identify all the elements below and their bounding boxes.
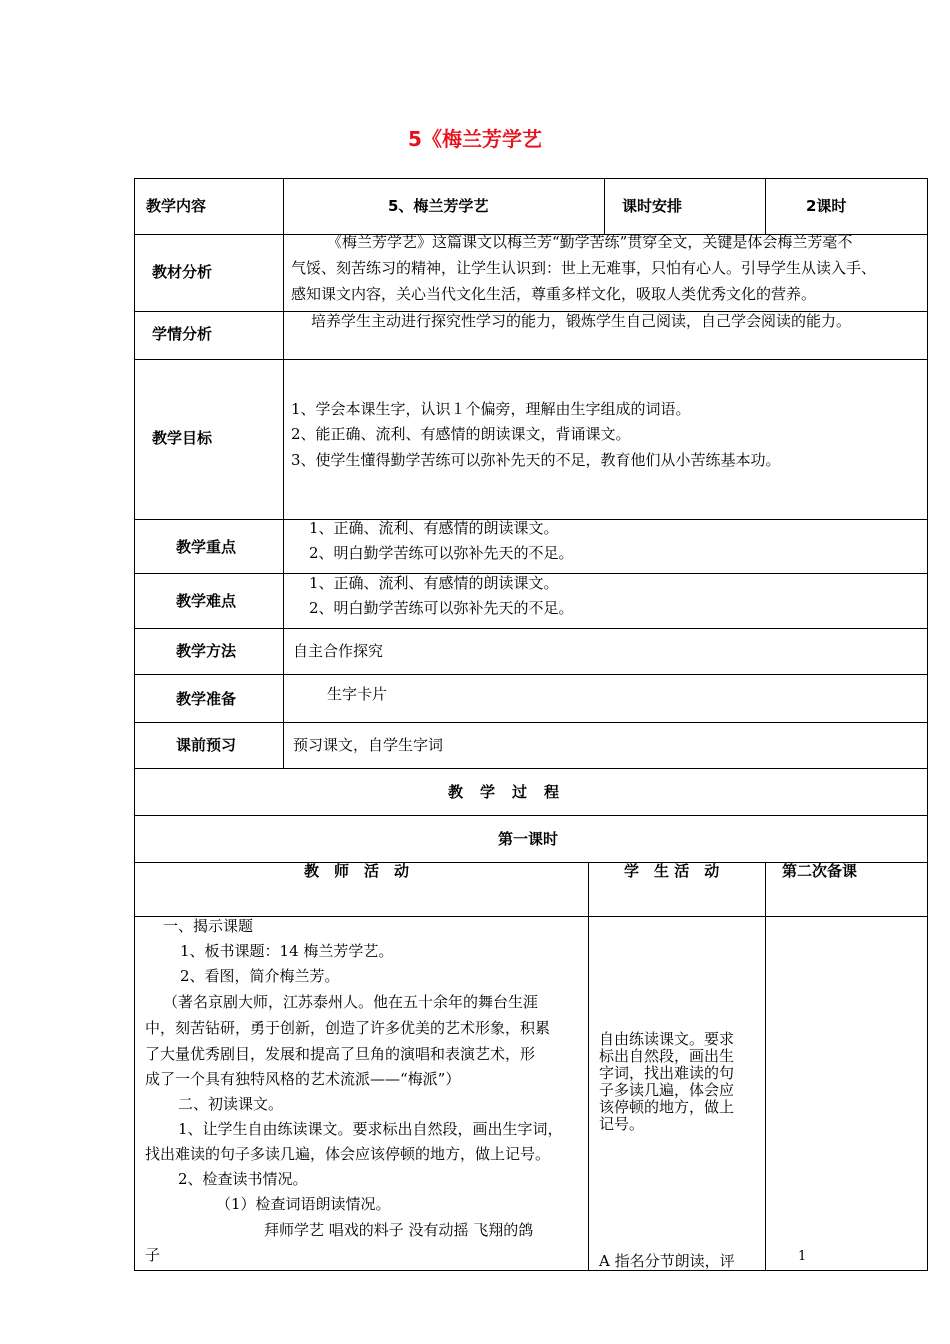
- teacher-line: 中，刻苦钻研，勇于创新，创造了许多优美的艺术形象，积累: [145, 1019, 551, 1037]
- content-label: 教学内容: [146, 197, 207, 215]
- teacher-column-header: 教 师 活 动: [304, 862, 410, 880]
- prep-text: 生字卡片: [327, 685, 388, 703]
- teacher-line: 子: [145, 1246, 161, 1264]
- rule: [134, 359, 928, 360]
- page-title: 5《梅兰芳学艺: [408, 127, 542, 151]
- rule: [134, 768, 928, 769]
- student-line: 标出自然段，画出生: [599, 1047, 735, 1065]
- student-column-header: 学 生 活 动: [624, 862, 720, 880]
- method-text: 自主合作探究: [293, 642, 384, 660]
- material-line: 《梅兰芳学艺》这篇课文以梅兰芳“勤学苦练”贯穿全文，关键是体会梅兰芳毫不: [327, 233, 853, 251]
- rule: [927, 178, 928, 1271]
- prep-label: 教学准备: [176, 690, 237, 708]
- rule: [765, 862, 766, 1271]
- material-label: 教材分析: [152, 263, 213, 281]
- teacher-line: 2、检查读书情况。: [178, 1170, 308, 1188]
- teacher-line: 找出难读的句子多读几遍，体会应该停顿的地方，做上记号。: [145, 1145, 551, 1163]
- rule: [588, 862, 589, 1271]
- schedule-value: 2课时: [806, 197, 847, 215]
- student-line: 自由练读课文。要求: [599, 1030, 735, 1048]
- teacher-line: 一、揭示课题: [163, 917, 254, 935]
- rule: [134, 916, 928, 917]
- teacher-line: 1、让学生自由练读课文。要求标出自然段，画出生字词，: [178, 1120, 563, 1138]
- difficulties-label: 教学难点: [176, 592, 237, 610]
- material-line: 感知课文内容，关心当代文化生活，尊重多样文化，吸取人类优秀文化的营养。: [291, 285, 817, 303]
- lesson-heading: 第一课时: [498, 830, 559, 848]
- student-line: 字词，找出难读的句: [599, 1064, 735, 1082]
- goal-line: 1、学会本课生字，认识１个偏旁，理解由生字组成的词语。: [291, 400, 691, 418]
- teacher-line: 成了一个具有独特风格的艺术流派——“梅派”）: [145, 1070, 461, 1088]
- teacher-line: 1、板书课题：14 梅兰芳学艺。: [180, 942, 394, 960]
- second-prep-column-header: 第二次备课: [782, 862, 858, 880]
- keypoint-line: 1、正确、流利、有感情的朗读课文。: [309, 519, 559, 537]
- material-line: 气馁、刻苦练习的精神，让学生认识到：世上无难事，只怕有心人。引导学生从读入手、: [291, 259, 877, 277]
- goal-line: 3、使学生懂得勤学苦练可以弥补先天的不足，教育他们从小苦练基本功。: [291, 451, 781, 469]
- rule: [604, 178, 605, 235]
- teacher-line: 拜师学艺 唱戏的料子 没有动摇 飞翔的鸽: [264, 1221, 534, 1239]
- keypoint-line: 2、明白勤学苦练可以弥补先天的不足。: [309, 544, 574, 562]
- rule: [134, 815, 928, 816]
- teacher-line: （著名京剧大师，江苏泰州人。他在五十余年的舞台生涯: [163, 993, 539, 1011]
- rule: [283, 178, 284, 769]
- method-label: 教学方法: [176, 642, 237, 660]
- teacher-line: （1）检查词语朗读情况。: [216, 1195, 391, 1213]
- keypoints-label: 教学重点: [176, 538, 237, 556]
- content-value: 5、梅兰芳学艺: [388, 197, 489, 215]
- student-line: 记号。: [599, 1115, 645, 1133]
- rule: [765, 178, 766, 235]
- student-line: 子多读几遍，体会应: [599, 1081, 735, 1099]
- rule: [134, 1270, 928, 1271]
- students-label: 学情分析: [152, 325, 213, 343]
- rule: [134, 674, 928, 675]
- students-text: 培养学生主动进行探究性学习的能力，锻炼学生自己阅读，自己学会阅读的能力。: [311, 312, 852, 330]
- preview-text: 预习课文，自学生字词: [293, 736, 444, 754]
- rule: [134, 178, 135, 1271]
- teacher-line: 2、看图，简介梅兰芳。: [180, 967, 340, 985]
- teacher-line: 了大量优秀剧目，发展和提高了旦角的演唱和表演艺术，形: [145, 1045, 536, 1063]
- rule: [134, 178, 928, 179]
- page-number: 1: [798, 1249, 807, 1264]
- process-heading: 教 学 过 程: [448, 783, 561, 801]
- goals-label: 教学目标: [152, 429, 213, 447]
- student-line: A 指名分节朗读，评: [599, 1252, 735, 1270]
- teacher-line: 二、初读课文。: [178, 1095, 284, 1113]
- rule: [134, 722, 928, 723]
- rule: [134, 628, 928, 629]
- student-line: 该停顿的地方，做上: [599, 1098, 735, 1116]
- goal-line: 2、能正确、流利、有感情的朗读课文，背诵课文。: [291, 425, 631, 443]
- preview-label: 课前预习: [176, 736, 237, 754]
- schedule-label: 课时安排: [622, 197, 683, 215]
- difficulty-line: 1、正确、流利、有感情的朗读课文。: [309, 574, 559, 592]
- difficulty-line: 2、明白勤学苦练可以弥补先天的不足。: [309, 599, 574, 617]
